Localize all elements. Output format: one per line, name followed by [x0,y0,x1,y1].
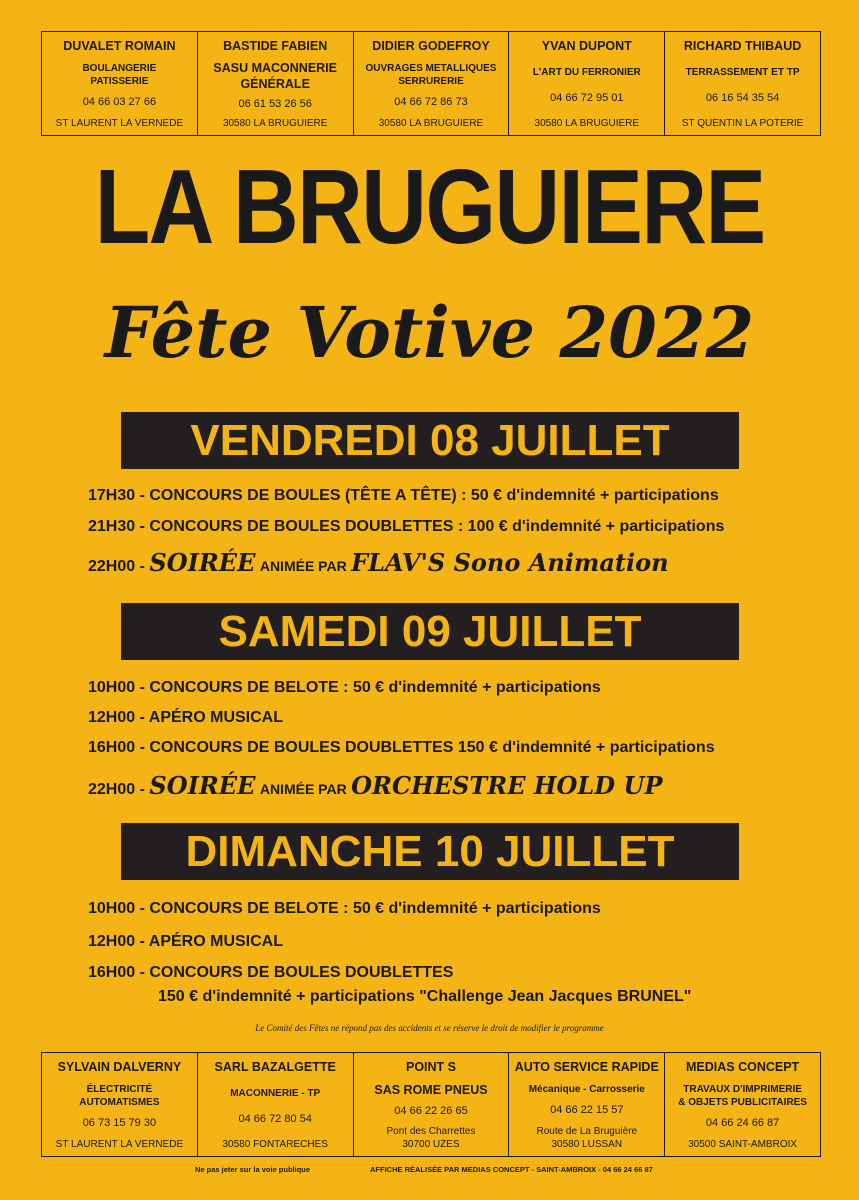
event-time: 12H00 - [88,709,145,726]
footer-credit: AFFICHE RÉALISÉE PAR MEDIAS CONCEPT - SAINT-AMBROIX - 04 66 24 66 87 [370,1165,653,1174]
sponsor-phone: 04 66 72 95 01 [550,92,624,104]
sponsor-name: BASTIDE FABIEN [223,39,328,53]
sponsor-activity: TRAVAUX D'IMPRIMERIE & OBJETS PUBLICITAIRES [678,1083,807,1108]
sponsor-activity: BOULANGERIE PATISSERIE [82,62,157,87]
footer-note: Ne pas jeter sur la voie publique [195,1165,311,1174]
sponsor-phone: 04 66 72 80 54 [238,1113,312,1125]
event-line [88,771,662,800]
event-time: 16H00 - [88,964,145,981]
sponsor-activity: OUVRAGES METALLIQUES SERRURERIE [365,62,497,87]
sponsor-card [42,1053,197,1156]
event-line [88,964,453,982]
event-text: APÉRO MUSICAL [148,709,284,726]
sponsor-name: DUVALET ROMAIN [63,39,176,53]
sponsor-address: 30580 FONTARECHES [222,1139,328,1150]
sponsor-phone: 04 66 03 27 66 [82,96,157,109]
sponsor-activity: Mécanique - Carrosserie [528,1083,645,1095]
sponsor-activity: TERRASSEMENT ET TP [685,67,800,78]
sponsor-card [664,32,820,135]
sponsor-address: ST LAURENT LA VERNEDE [55,1138,184,1150]
animee-par-label: ANIMÉE PAR [259,781,347,797]
event-time: 12H00 - [88,933,145,950]
sponsor-phone: 04 66 22 26 65 [394,1105,468,1118]
sponsor-address: 30580 LA BRUGUIERE [534,118,640,129]
sponsor-activity: L'ART DU FERRONIER [532,67,641,78]
event-text: CONCOURS DE BOULES DOUBLETTES [149,964,454,981]
sponsor-activity: ÉLECTRICITÉ AUTOMATISMES [79,1083,160,1108]
sponsor-address: 30580 LA BRUGUIERE [378,117,484,129]
sponsor-phone: 04 66 72 86 73 [394,96,468,109]
event-time: 21H30 - [88,518,145,535]
soiree-label: SOIRÉE [149,548,256,577]
sponsor-address: Route de La Bruguière 30580 LUSSAN [536,1125,638,1150]
sponsor-address: ST QUENTIN LA POTERIE [681,118,804,129]
sponsor-name: YVAN DUPONT [541,39,632,53]
sponsor-activity: SAS ROME PNEUS [374,1082,488,1097]
soiree-label: SOIRÉE [149,771,256,800]
event-line [88,548,669,577]
sponsor-card [353,1053,509,1156]
event-line [88,518,724,536]
event-time: 17H30 - [88,487,145,504]
poster-subtitle: Fête Votive 2022 [104,291,755,374]
sponsor-name: DIDIER GODEFROY [372,39,490,53]
event-time: 10H00 - [88,900,145,917]
event-text: APÉRO MUSICAL [148,933,284,950]
event-text: 150 € d'indemnité + participations "Challenge Jean Jacques BRUNEL" [158,988,692,1005]
event-text: CONCOURS DE BOULES DOUBLETTES 150 € d'indemnité + participations [149,739,715,756]
sponsor-phone: 06 73 15 79 30 [82,1117,157,1130]
event-line [88,739,715,757]
sponsor-name: AUTO SERVICE RAPIDE [514,1060,659,1074]
day-banner: SAMEDI 09 JUILLET [121,603,739,660]
day-banner: VENDREDI 08 JUILLET [121,412,739,469]
sponsor-card [197,1053,353,1156]
sponsor-address: 30580 LA BRUGUIERE [222,117,328,129]
sponsor-name: POINT S [405,1060,456,1074]
sponsor-card [42,32,197,135]
sponsor-address: 30500 SAINT-AMBROIX [688,1138,798,1150]
act-name: ORCHESTRE HOLD UP [351,771,663,800]
event-line [88,679,601,697]
sponsor-card [353,32,509,135]
event-time: 22H00 - [88,781,145,798]
event-text: CONCOURS DE BELOTE : 50 € d'indemnité + participations [149,679,601,696]
event-time: 10H00 - [88,679,145,696]
sponsor-name: SARL BAZALGETTE [214,1060,336,1074]
sponsor-name: MEDIAS CONCEPT [685,1060,800,1074]
day-banner: DIMANCHE 10 JUILLET [121,823,739,880]
animee-par-label: ANIMÉE PAR [259,558,347,574]
event-time: 22H00 - [88,558,145,575]
event-text: CONCOURS DE BOULES DOUBLETTES : 100 € d'indemnité + participations [149,518,725,535]
event-line [88,933,283,951]
disclaimer: Le Comité des Fêtes ne répond pas des accidents et se réserve le droit de modifier le programme [255,1023,604,1033]
event-text: CONCOURS DE BOULES (TÊTE A TÊTE) : 50 € d'indemnité + participations [149,487,719,504]
sponsor-card [508,1053,664,1156]
sponsor-address: ST LAURENT LA VERNEDE [55,117,184,129]
poster-title: LA BRUGUIERE [94,148,765,266]
sponsor-activity: SASU MACONNERIE GÉNÉRALE [213,60,337,91]
event-time: 16H00 - [88,739,145,756]
event-line [88,900,601,918]
sponsor-card [508,32,664,135]
sponsor-phone: 04 66 24 66 87 [705,1117,780,1130]
sponsor-card [664,1053,820,1156]
sponsor-name: RICHARD THIBAUD [683,39,802,53]
bottom-sponsors-grid [41,1052,821,1157]
sponsor-name: SYLVAIN DALVERNY [57,1060,182,1074]
sponsor-card [197,32,353,135]
event-text: CONCOURS DE BELOTE : 50 € d'indemnité + participations [149,900,601,917]
sponsor-phone: 06 61 53 26 56 [238,98,312,111]
sponsor-phone: 06 16 54 35 54 [705,92,780,104]
event-line [88,487,719,505]
sponsor-phone: 04 66 22 15 57 [550,1104,624,1117]
sponsor-activity: MACONNERIE - TP [230,1088,321,1099]
act-name: FLAV'S Sono Animation [351,548,669,577]
top-sponsors-grid [41,31,821,136]
sponsor-address: Pont des Charrettes 30700 UZES [386,1125,476,1150]
event-line [88,709,283,727]
event-line [158,988,691,1006]
